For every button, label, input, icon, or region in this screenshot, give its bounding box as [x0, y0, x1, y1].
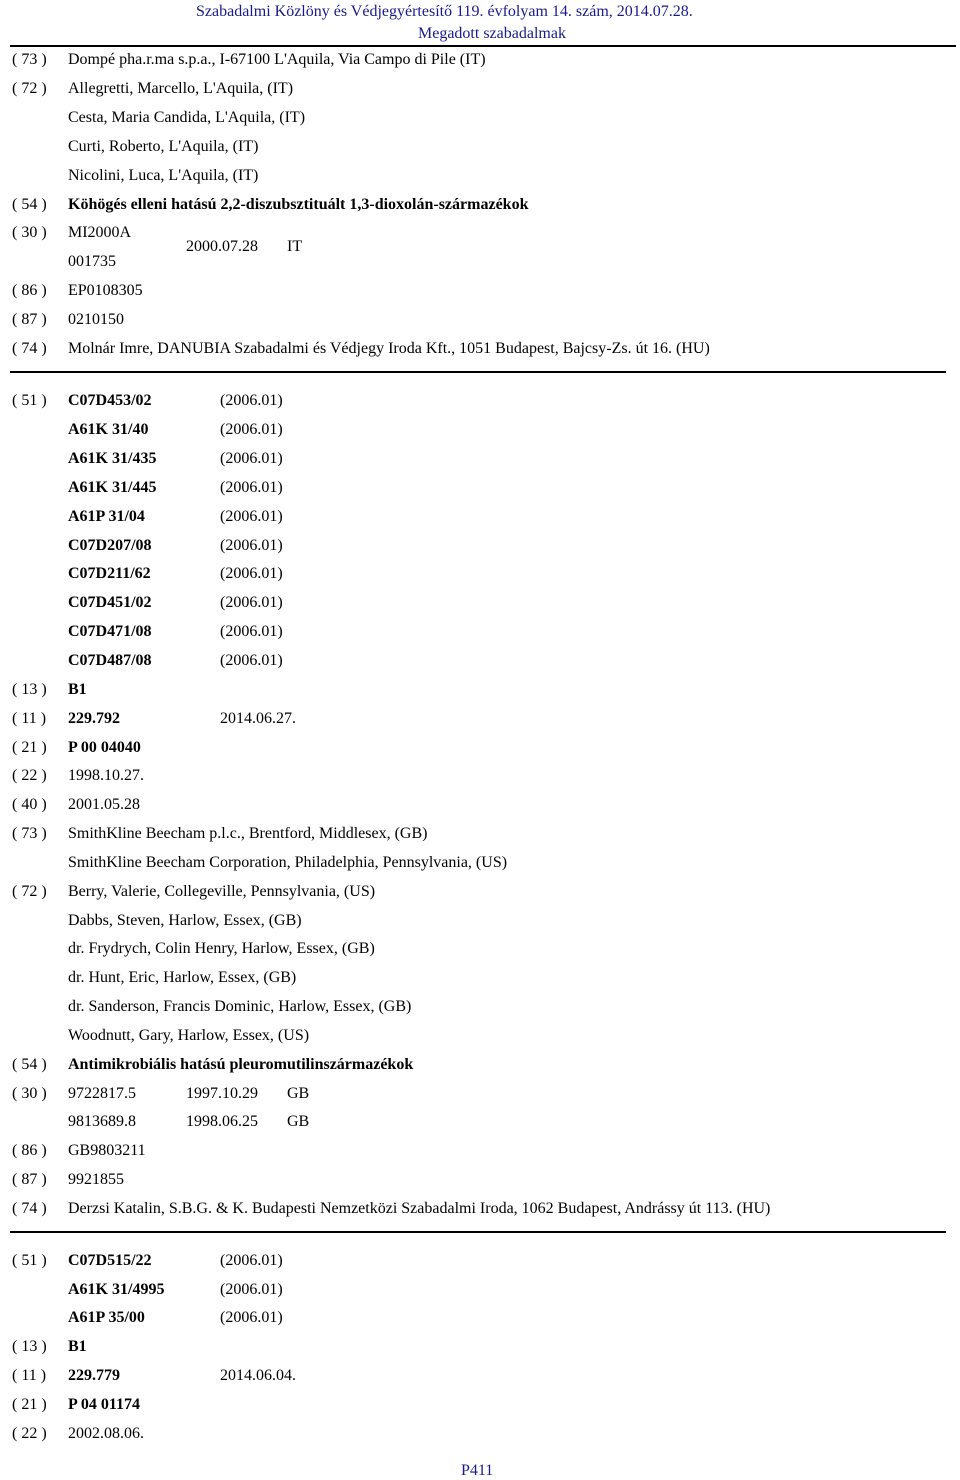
ipc-code: C07D451/02	[68, 594, 152, 611]
wo-number: 9921855	[68, 1171, 124, 1188]
priority-date: 1998.06.25	[186, 1113, 258, 1130]
owner: SmithKline Beecham p.l.c., Brentford, Middlesex, (GB)	[68, 825, 428, 842]
ipc-code: C07D471/08	[68, 623, 152, 640]
owner: Dompé pha.r.ma s.p.a., I-67100 L'Aquila, Via Campo di Pile (IT)	[68, 51, 486, 68]
attorney: Molnár Imre, DANUBIA Szabadalmi és Védjegy Iroda Kft., 1051 Budapest, Bajcsy-Zs. út 16. (HU)	[68, 340, 710, 357]
grant-date: 2014.06.04.	[220, 1367, 296, 1384]
code-87: ( 87 )	[12, 1171, 47, 1188]
code-21: ( 21 )	[12, 1396, 47, 1413]
inventor: Woodnutt, Gary, Harlow, Essex, (US)	[68, 1027, 310, 1044]
grant-date: 2014.06.27.	[220, 710, 296, 727]
code-73: ( 73 )	[12, 825, 47, 842]
priority-number-b: 001735	[68, 253, 116, 270]
ipc-version: (2006.01)	[220, 537, 283, 554]
entry-separator	[10, 1231, 946, 1233]
ipc-version: (2006.01)	[220, 652, 283, 669]
ipc-version: (2006.01)	[220, 508, 283, 525]
priority-number: 9722817.5	[68, 1085, 136, 1102]
application-number: P 00 04040	[68, 739, 141, 756]
entry-separator	[10, 371, 946, 373]
ipc-version: (2006.01)	[220, 450, 283, 467]
code-21: ( 21 )	[12, 739, 47, 756]
header-rule	[10, 45, 956, 47]
ipc-version: (2006.01)	[220, 1252, 283, 1269]
code-86: ( 86 )	[12, 282, 47, 299]
attorney: Derzsi Katalin, S.B.G. & K. Budapesti Nemzetközi Szabadalmi Iroda, 1062 Budapest, Andrássy út 113. (HU)	[68, 1200, 771, 1217]
code-54: ( 54 )	[12, 196, 47, 213]
inventor: dr. Frydrych, Colin Henry, Harlow, Essex, (GB)	[68, 940, 375, 957]
code-74: ( 74 )	[12, 340, 47, 357]
ipc-version: (2006.01)	[220, 392, 283, 409]
code-13: ( 13 )	[12, 681, 47, 698]
priority-number: 9813689.8	[68, 1113, 136, 1130]
code-51: ( 51 )	[12, 392, 47, 409]
header-title: Szabadalmi Közlöny és Védjegyértesítő 119. évfolyam 14. szám, 2014.07.28.	[196, 3, 693, 20]
code-11: ( 11 )	[12, 1367, 47, 1384]
priority-country: GB	[287, 1085, 310, 1102]
ipc-code: A61P 35/00	[68, 1309, 145, 1326]
ipc-code: C07D211/62	[68, 565, 151, 582]
code-72: ( 72 )	[12, 80, 47, 97]
application-number: P 04 01174	[68, 1396, 141, 1413]
kind-code: B1	[68, 681, 87, 698]
priority-number-a: MI2000A	[68, 224, 132, 241]
code-22: ( 22 )	[12, 767, 47, 784]
page-number: P411	[461, 1462, 494, 1479]
ipc-version: (2006.01)	[220, 623, 283, 640]
priority-date: 2000.07.28	[186, 238, 258, 255]
code-30: ( 30 )	[12, 224, 47, 241]
patent-number: 229.792	[68, 710, 120, 727]
inventor: Nicolini, Luca, L'Aquila, (IT)	[68, 167, 259, 184]
inventor: Dabbs, Steven, Harlow, Essex, (GB)	[68, 912, 302, 929]
code-73: ( 73 )	[12, 51, 47, 68]
inventor: Curti, Roberto, L'Aquila, (IT)	[68, 138, 259, 155]
code-40: ( 40 )	[12, 796, 47, 813]
filing-date: 1998.10.27.	[68, 767, 144, 784]
ipc-version: (2006.01)	[220, 1281, 283, 1298]
code-13: ( 13 )	[12, 1338, 47, 1355]
wo-number: 0210150	[68, 311, 124, 328]
ep-number: GB9803211	[68, 1142, 146, 1159]
ipc-code: A61K 31/445	[68, 479, 157, 496]
code-54: ( 54 )	[12, 1056, 47, 1073]
ipc-code: C07D487/08	[68, 652, 152, 669]
priority-country: GB	[287, 1113, 310, 1130]
code-30: ( 30 )	[12, 1085, 47, 1102]
ipc-code: A61K 31/4995	[68, 1281, 165, 1298]
code-11: ( 11 )	[12, 710, 47, 727]
priority-country: IT	[287, 238, 303, 255]
inventor: Cesta, Maria Candida, L'Aquila, (IT)	[68, 109, 306, 126]
patent-title: Köhögés elleni hatású 2,2-diszubsztituált 1,3-dioxolán-származékok	[68, 196, 529, 213]
filing-date: 2002.08.06.	[68, 1425, 144, 1442]
ipc-code: C07D515/22	[68, 1252, 152, 1269]
ipc-version: (2006.01)	[220, 1309, 283, 1326]
code-51: ( 51 )	[12, 1252, 47, 1269]
ipc-code: A61P 31/04	[68, 508, 145, 525]
priority-date: 1997.10.29	[186, 1085, 258, 1102]
inventor: dr. Sanderson, Francis Dominic, Harlow, Essex, (GB)	[68, 998, 412, 1015]
code-22: ( 22 )	[12, 1425, 47, 1442]
ep-number: EP0108305	[68, 282, 143, 299]
ipc-version: (2006.01)	[220, 565, 283, 582]
ipc-code: A61K 31/435	[68, 450, 157, 467]
header-subtitle: Megadott szabadalmak	[418, 25, 566, 42]
ipc-code: C07D453/02	[68, 392, 152, 409]
code-86: ( 86 )	[12, 1142, 47, 1159]
inventor: dr. Hunt, Eric, Harlow, Essex, (GB)	[68, 969, 297, 986]
patent-title: Antimikrobiális hatású pleuromutilinszármazékok	[68, 1056, 414, 1073]
kind-code: B1	[68, 1338, 87, 1355]
ipc-version: (2006.01)	[220, 594, 283, 611]
code-87: ( 87 )	[12, 311, 47, 328]
code-74: ( 74 )	[12, 1200, 47, 1217]
publication-date: 2001.05.28	[68, 796, 140, 813]
ipc-version: (2006.01)	[220, 421, 283, 438]
inventor: Berry, Valerie, Collegeville, Pennsylvania, (US)	[68, 883, 376, 900]
owner: SmithKline Beecham Corporation, Philadelphia, Pennsylvania, (US)	[68, 854, 508, 871]
patent-number: 229.779	[68, 1367, 120, 1384]
ipc-code: C07D207/08	[68, 537, 152, 554]
ipc-code: A61K 31/40	[68, 421, 149, 438]
code-72: ( 72 )	[12, 883, 47, 900]
ipc-version: (2006.01)	[220, 479, 283, 496]
inventor: Allegretti, Marcello, L'Aquila, (IT)	[68, 80, 294, 97]
